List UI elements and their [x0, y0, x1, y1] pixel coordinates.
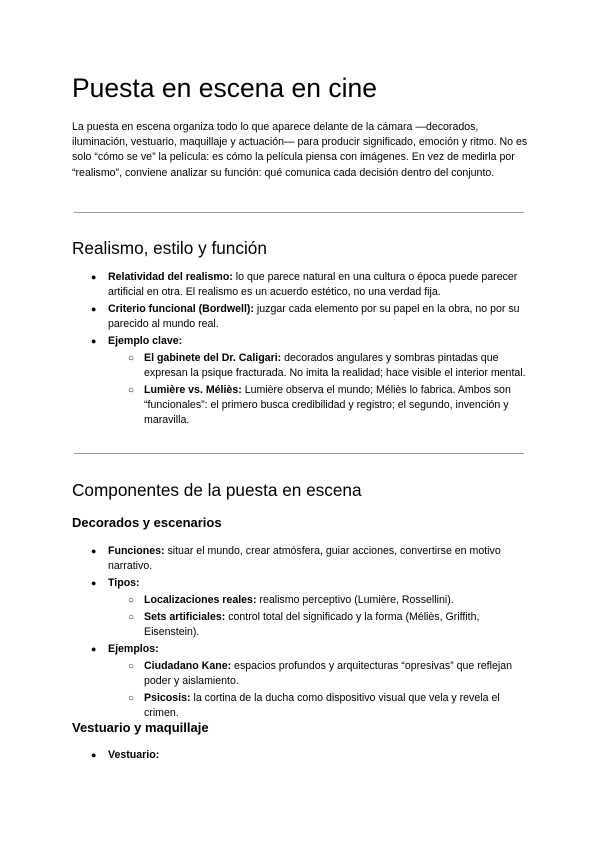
item-text: realismo perceptivo (Lumière, Rossellini).: [256, 594, 454, 606]
horizontal-rule: [74, 212, 524, 213]
section-heading-componentes: Componentes de la puesta en escena: [72, 480, 362, 500]
list-item: [72, 334, 528, 349]
decorados-list: [72, 544, 528, 723]
item-term: Ciudadano Kane:: [144, 660, 232, 672]
item-term: Criterio funcional (Bordwell):: [108, 303, 254, 315]
list-item: [72, 642, 528, 657]
sub-list-item: [72, 383, 528, 428]
item-text: juzgar cada elemento por su papel en la obra, no por su parecido al mundo real.: [108, 303, 520, 330]
list-item: [72, 270, 528, 300]
item-term: Relatividad del realismo:: [108, 271, 233, 283]
sub-bullet-icon: ○: [128, 693, 135, 704]
item-text: lo que parece natural en una cultura o época puede parecer artificial en otra. El realismo es un acuerdo estético, no una verdad fija.: [108, 271, 518, 298]
list-item: [72, 576, 528, 591]
sub-list: [72, 659, 528, 721]
list-item: [72, 748, 528, 763]
item-term: Psicosis:: [144, 692, 191, 704]
item-term: Ejemplo clave:: [108, 335, 183, 347]
list-item: [72, 544, 528, 574]
sub-bullet-icon: ○: [128, 353, 135, 364]
subheading-decorados: Decorados y escenarios: [72, 515, 222, 530]
bullet-icon: ●: [91, 750, 97, 760]
bullet-icon: ●: [91, 644, 97, 654]
sub-bullet-icon: ○: [128, 661, 135, 672]
item-term: Sets artificiales:: [144, 611, 226, 623]
item-text: control total del significado y la forma (Méliès, Griffith, Eisenstein).: [144, 611, 480, 638]
list-item: [72, 302, 528, 332]
bullet-icon: ●: [91, 336, 97, 346]
sub-list: [72, 351, 528, 428]
section-heading-realismo: Realismo, estilo y función: [72, 238, 267, 258]
item-term: Localizaciones reales:: [144, 594, 257, 606]
item-text: la cortina de la ducha como dispositivo visual que vela y revela el crimen.: [144, 692, 500, 719]
bullet-icon: ●: [91, 304, 97, 314]
bullet-icon: ●: [91, 546, 97, 556]
bullet-icon: ●: [91, 272, 97, 282]
sub-list-item: [72, 593, 528, 608]
sub-bullet-icon: ○: [128, 612, 135, 623]
item-term: Tipos:: [108, 577, 140, 589]
sub-bullet-icon: ○: [128, 385, 135, 396]
sub-list-item: [72, 691, 528, 721]
horizontal-rule: [74, 453, 524, 454]
section1-list: [72, 270, 528, 430]
subheading-vestuario: Vestuario y maquillaje: [72, 720, 209, 735]
document-title: Puesta en escena en cine: [72, 73, 377, 103]
sub-list-item: [72, 610, 528, 640]
item-text: decorados angulares y sombras pintadas que expresan la psique fracturada. No imita la realidad; hace visible el interior mental.: [144, 352, 526, 379]
item-term: Ejemplos:: [108, 643, 159, 655]
item-term: Funciones:: [108, 545, 165, 557]
item-text: situar el mundo, crear atmósfera, guiar acciones, convertirse en motivo narrativo.: [108, 545, 501, 572]
item-term: Vestuario:: [108, 749, 160, 761]
sub-list: [72, 593, 528, 640]
item-text: Lumière observa el mundo; Méliès lo fabrica. Ambos son “funcionales”: el primero busca credibilidad y registro; el segundo, invención y maravilla.: [144, 384, 511, 426]
sub-list-item: [72, 659, 528, 689]
item-term: El gabinete del Dr. Caligari:: [144, 352, 282, 364]
sub-list-item: [72, 351, 528, 381]
bullet-icon: ●: [91, 578, 97, 588]
item-term: Lumière vs. Méliès:: [144, 384, 242, 396]
vestuario-list: [72, 748, 528, 765]
item-text: espacios profundos y arquitecturas “opresivas” que reflejan poder y aislamiento.: [144, 660, 512, 687]
intro-paragraph: La puesta en escena organiza todo lo que aparece delante de la cámara —decorados, iluminación, vestuario, maquillaje y actuación— para producir significado, emoción y ritmo. No es solo “cómo se ve” la película: es cómo la película piensa con imágenes. En vez de medirla por “realismo”, conviene analizar su función: qué comunica cada decisión dentro del conjunto.: [72, 121, 528, 179]
sub-bullet-icon: ○: [128, 595, 135, 606]
